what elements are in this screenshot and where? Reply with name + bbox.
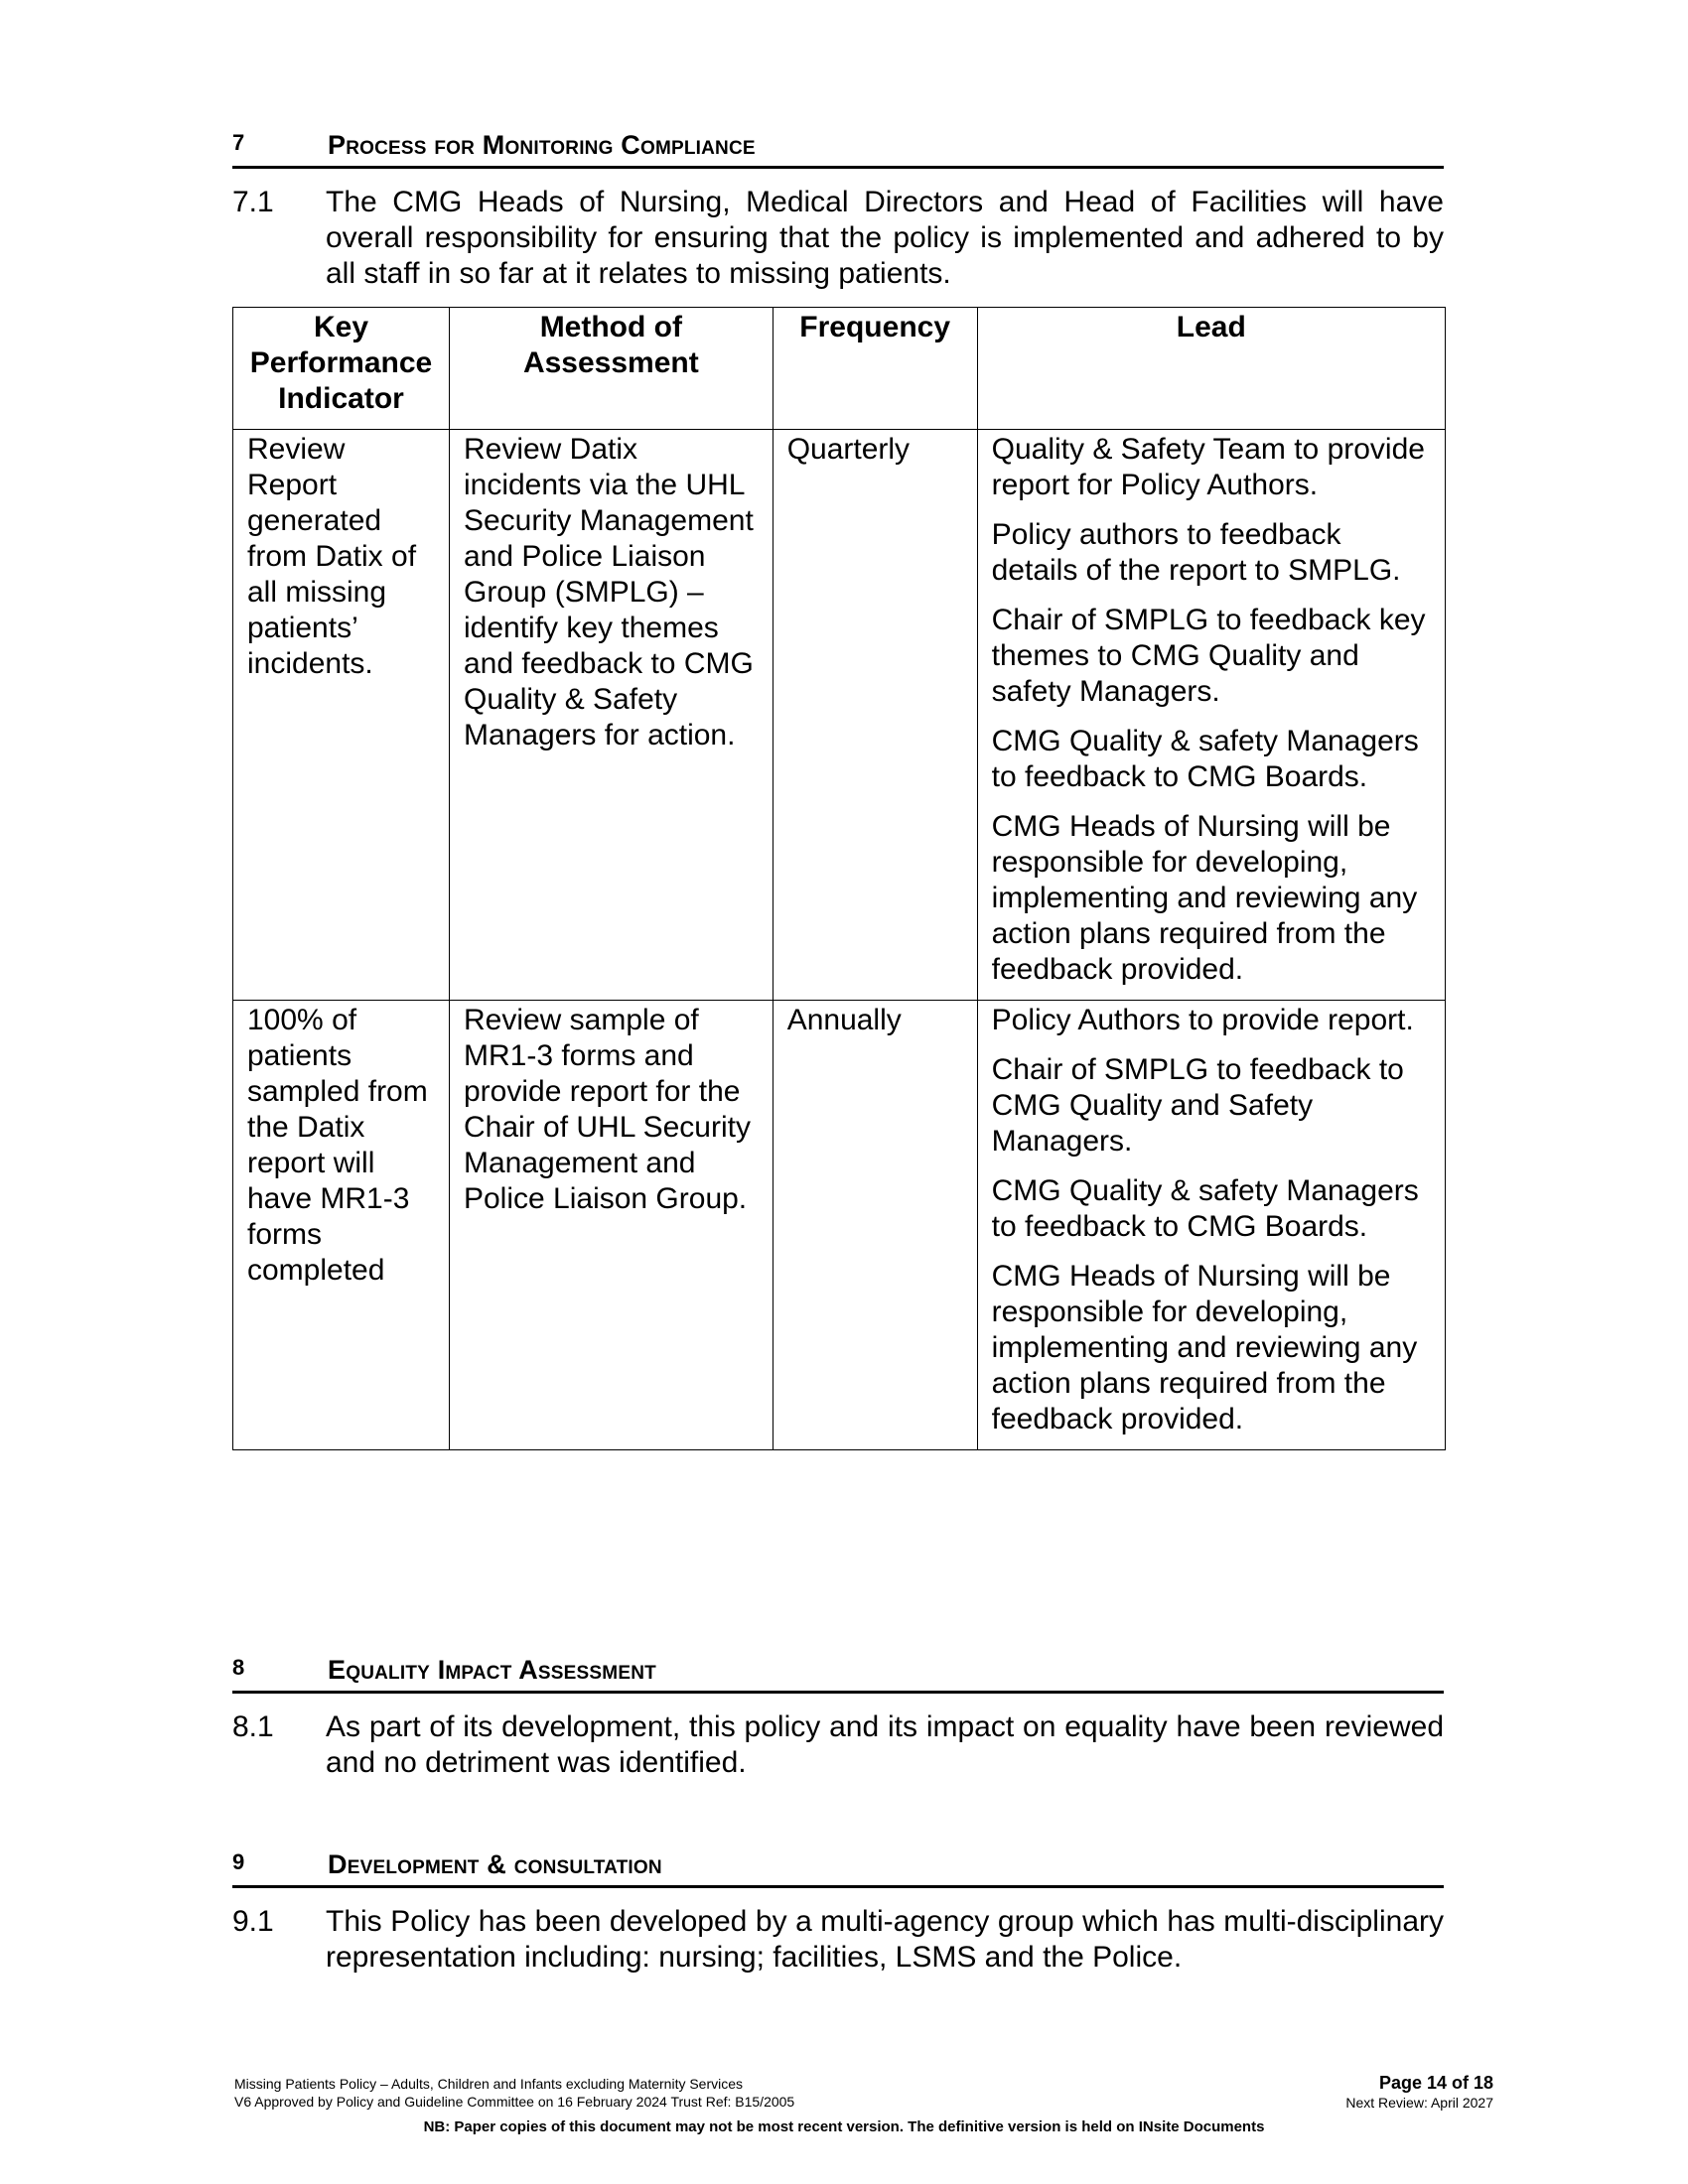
cell-method: Review Datix incidents via the UHL Security Management and Police Liaison Group (SMPLG) – identify key themes and feedback to CMG Quality & Safety Managers for action. [449, 430, 773, 1001]
paragraph-number: 9.1 [232, 1905, 274, 1938]
footer-left [234, 2075, 794, 2111]
paragraph-9-1 [232, 1904, 1444, 1976]
lead-item: Quality & Safety Team to provide report for Policy Authors. [991, 433, 1425, 501]
section-number: 8 [232, 1655, 245, 1680]
lead-item: CMG Quality & safety Managers to feedback to CMG Boards. [991, 725, 1419, 793]
cell-frequency: Annually [773, 1001, 977, 1450]
section-title: Process for Monitoring Compliance [328, 130, 756, 160]
table-row [233, 1001, 1446, 1450]
paragraph-text: As part of its development, this policy and its impact on equality have been reviewed and no detriment was identified. [326, 1710, 1444, 1779]
monitoring-table [232, 307, 1446, 1450]
paragraph-7-1 [232, 185, 1444, 292]
section-title: Equality Impact Assessment [328, 1655, 656, 1685]
header-kpi: Key Performance Indicator [233, 308, 450, 430]
section-title: Development & consultation [328, 1849, 662, 1879]
header-method: Method of Assessment [449, 308, 773, 430]
footer-right [1345, 2073, 1493, 2113]
lead-item: Policy Authors to provide report. [991, 1004, 1414, 1036]
lead-item: CMG Quality & safety Managers to feedback to CMG Boards. [991, 1174, 1419, 1243]
section-number: 7 [232, 130, 245, 155]
section-8-heading [232, 1655, 1444, 1694]
table-header-row [233, 308, 1446, 430]
cell-kpi: Review Report generated from Datix of all missing patients’ incidents. [233, 430, 450, 1001]
section-number: 9 [232, 1849, 245, 1874]
paragraph-number: 8.1 [232, 1710, 274, 1743]
table-row [233, 430, 1446, 1001]
cell-lead [977, 1001, 1445, 1450]
lead-item: CMG Heads of Nursing will be responsible for developing, implementing and reviewing any action plans required from the feedback provided. [991, 1260, 1418, 1435]
header-frequency: Frequency [773, 308, 977, 430]
section-7-heading [232, 130, 1444, 169]
cell-method: Review sample of MR1-3 forms and provide report for the Chair of UHL Security Management and Police Liaison Group. [449, 1001, 773, 1450]
next-review: Next Review: April 2027 [1345, 2095, 1493, 2111]
cell-frequency: Quarterly [773, 430, 977, 1001]
footer-doc-title: Missing Patients Policy – Adults, Children and Infants excluding Maternity Services [234, 2076, 744, 2092]
footer-note: NB: Paper copies of this document may not be most recent version. The definitive version is held on INsite Documents [423, 2118, 1265, 2135]
paragraph-text: This Policy has been developed by a multi-agency group which has multi-disciplinary representation including: nursing; facilities, LSMS and the Police. [326, 1905, 1444, 1974]
page-number: Page 14 of 18 [1378, 2073, 1493, 2093]
paragraph-8-1 [232, 1709, 1444, 1781]
footer-approval: V6 Approved by Policy and Guideline Committee on 16 February 2024 Trust Ref: B15/2005 [234, 2094, 795, 2110]
lead-item: Policy authors to feedback details of the report to SMPLG. [991, 518, 1401, 587]
lead-item: Chair of SMPLG to feedback key themes to CMG Quality and safety Managers. [991, 604, 1426, 708]
cell-kpi: 100% of patients sampled from the Datix report will have MR1-3 forms completed [233, 1001, 450, 1450]
paragraph-number: 7.1 [232, 186, 274, 218]
cell-lead [977, 430, 1445, 1001]
header-lead: Lead [977, 308, 1445, 430]
paragraph-text: The CMG Heads of Nursing, Medical Directors and Head of Facilities will have overall responsibility for ensuring that the policy is implemented and adhered to by all staff in so far at it relates to missing patients. [326, 186, 1444, 290]
lead-item: CMG Heads of Nursing will be responsible for developing, implementing and reviewing any action plans required from the feedback provided. [991, 810, 1418, 986]
section-9-heading [232, 1849, 1444, 1888]
lead-item: Chair of SMPLG to feedback to CMG Quality and Safety Managers. [991, 1053, 1404, 1158]
